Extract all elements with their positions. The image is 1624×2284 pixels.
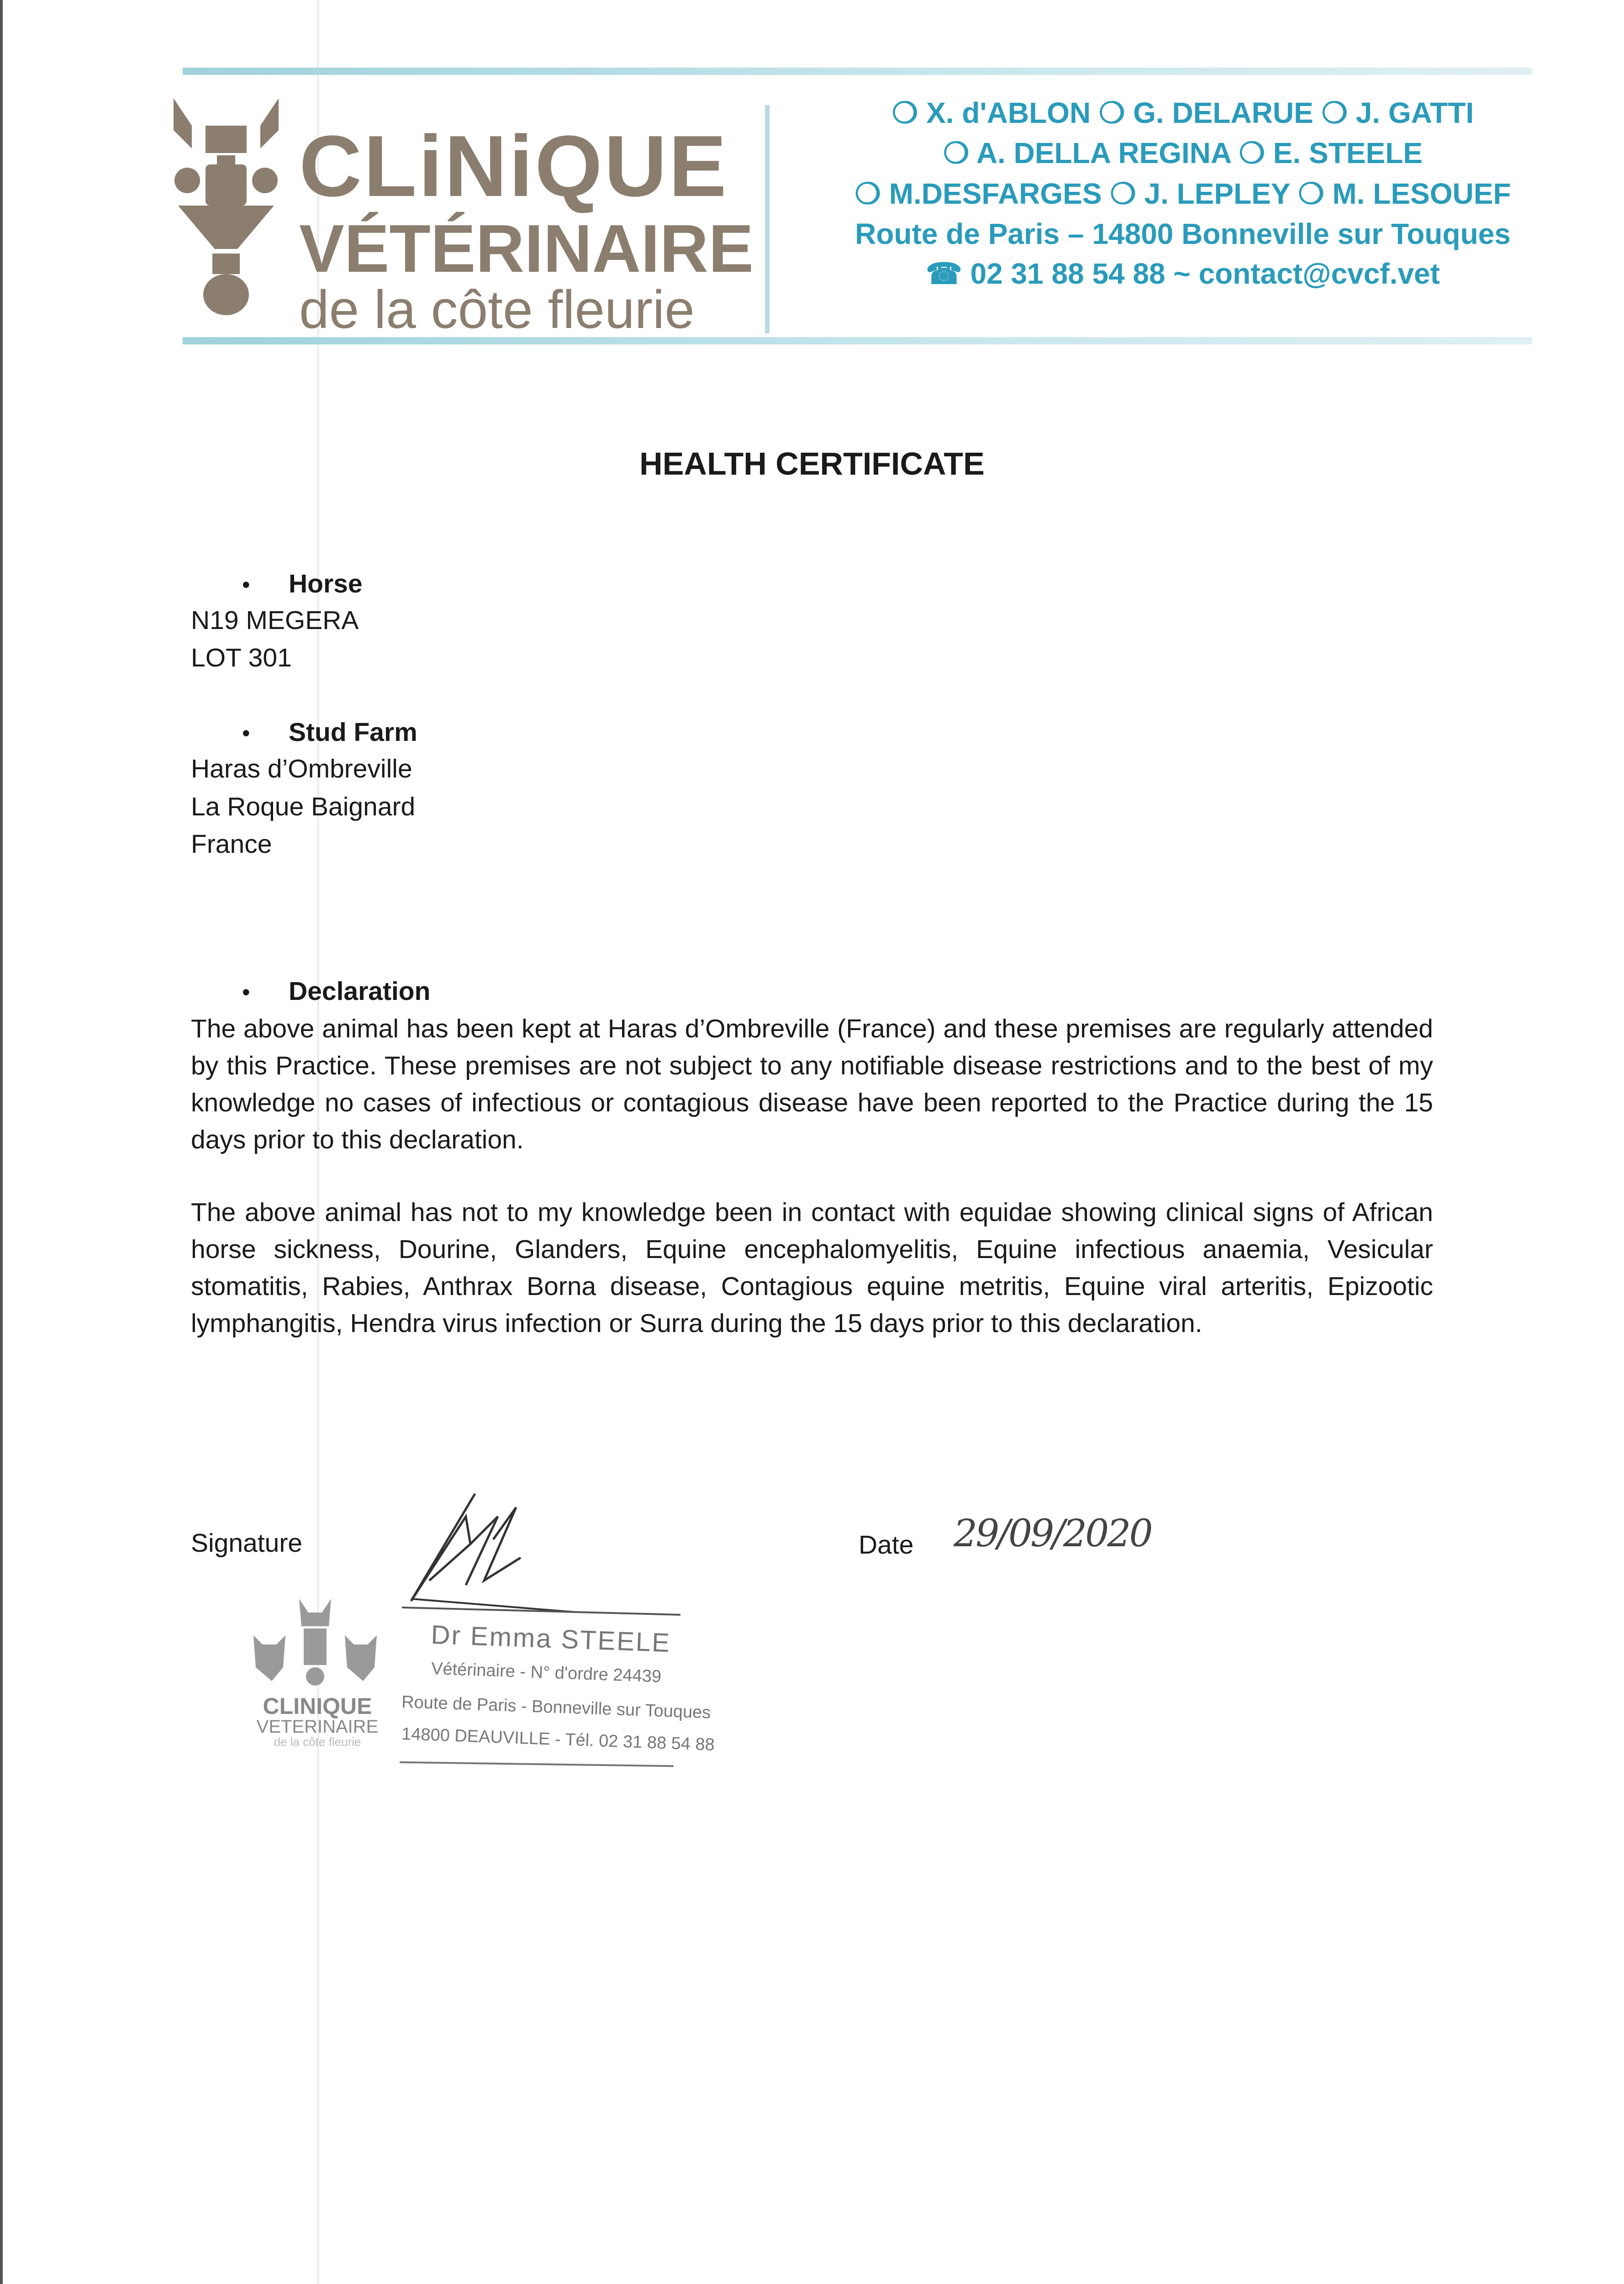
section-heading-horse: Horse (289, 569, 363, 598)
letterhead-top-bar (183, 68, 1532, 75)
stamp-bottom-rule (400, 1761, 674, 1767)
stud-farm-locality: La Roque Baignard (191, 792, 416, 821)
stamp-line-3: 14800 DEAUVILLE - Tél. 02 31 88 54 88 (401, 1724, 715, 1755)
phone-icon: ☎ (926, 257, 962, 290)
bullet-icon: • (242, 572, 250, 597)
letterhead-divider (765, 105, 770, 333)
stamp-logo-line2: VETERINAIRE (256, 1717, 379, 1737)
vets-list-line2: ❍ A. DELLA REGINA ❍ E. STEELE (943, 137, 1423, 169)
declaration-paragraph-1: The above animal has been kept at Haras d’Ombreville (France) and these premises are regularly attended by this Practice. These premises are not subject to any notifiable disease restrictions and to the best of my knowledge no cases of infectious or contagious disease have been reported to the Practice during the 15 days prior to this declaration. (191, 1014, 1433, 1154)
horse-lot: LOT 301 (191, 643, 292, 672)
brand-name-line1: CLiNiQUE (299, 118, 728, 215)
brand-name-line2: VÉTÉRINAIRE (299, 211, 754, 286)
bullet-icon: • (242, 720, 250, 746)
stamp-vet-name: Dr Emma STEELE (430, 1619, 672, 1658)
stamp-line-2: Route de Paris - Bonneville sur Touques (401, 1692, 711, 1723)
section-heading-declaration: Declaration (289, 977, 431, 1006)
stamp-logo-icon (253, 1599, 377, 1699)
stud-farm-country: France (191, 830, 272, 859)
bullet-icon: • (242, 979, 250, 1005)
signature-label: Signature (191, 1528, 303, 1558)
handwritten-date: 29/09/2020 (954, 1512, 1151, 1555)
section-heading-stud-farm: Stud Farm (289, 718, 417, 747)
brand-tagline: de la côte fleurie (299, 280, 695, 340)
phone-email-text: 02 31 88 54 88 ~ contact@cvcf.vet (970, 257, 1440, 290)
stamp-line-1: Vétérinaire - N° d'ordre 24439 (431, 1659, 662, 1687)
stud-farm-name: Haras d’Ombreville (191, 754, 412, 783)
handwritten-signature (402, 1489, 585, 1613)
declaration-paragraph-2: The above animal has not to my knowledge been in contact with equidae showing clinical signs of African horse sickness, Dourine, Glanders, Equine encephalomyelitis, Equine infectious anaemia, Vesicular stomatitis, Rabies, Anthrax Borna disease, Contagious equine metritis, Equine viral arteritis, Epizootic lymphangitis, Hendra virus infection or Surra during the 15 days prior to this declaration. (191, 1198, 1433, 1338)
clinic-contact (831, 257, 1534, 291)
clinic-address: Route de Paris – 14800 Bonneville sur Touques (855, 217, 1511, 250)
document-title: HEALTH CERTIFICATE (639, 446, 985, 481)
stamp-logo-line1: CLINIQUE (263, 1693, 372, 1719)
vets-list-line1: ❍ X. d'ABLON ❍ G. DELARUE ❍ J. GATTI (891, 96, 1474, 129)
horse-head-logo-icon (174, 98, 279, 320)
date-label: Date (859, 1530, 914, 1560)
vets-list-line3: ❍ M.DESFARGES ❍ J. LEPLEY ❍ M. LESOUEF (854, 177, 1511, 210)
stamp-logo-text (256, 1695, 379, 1748)
horse-name: N19 MEGERA (191, 606, 359, 635)
scan-edge (0, 0, 3, 2284)
stamp-logo-line3: de la côte fleurie (274, 1735, 361, 1749)
